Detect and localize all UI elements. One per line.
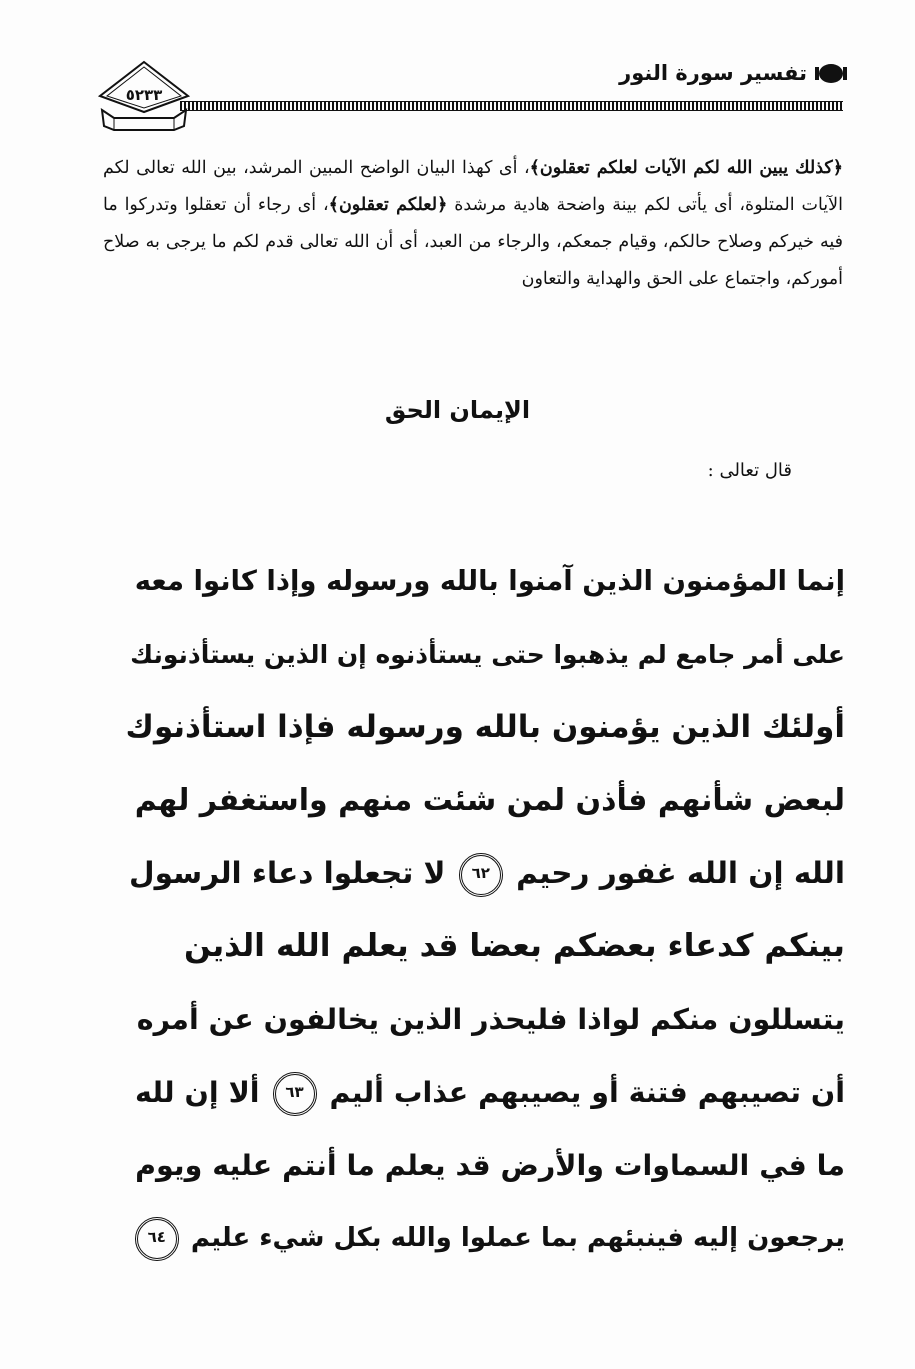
verse-text: أن تصيبهم فتنة أو يصيبهم عذاب أليم: [329, 1076, 845, 1109]
ayah-number-marker: ٦٣: [273, 1072, 317, 1116]
header-rule: [180, 101, 843, 111]
quoted-verse: كذلك يبين الله لكم الآيات لعلكم تعقلون: [539, 158, 833, 178]
section-heading: الإيمان الحق: [384, 396, 531, 424]
ayah-number-marker: ٦٢: [459, 853, 503, 897]
verse-line: أولئك الذين يؤمنون بالله ورسوله فإذا استأذنوك: [125, 709, 845, 745]
page-number: ٥٢٣٣: [125, 86, 163, 104]
commentary-text: ، أى رجاء أن تعقلوا وتدركوا ما فيه خيركم وصلاح حالكم، وقيام جمعكم، والرجاء من العبد، أى أن الله تعالى قدم لكم ما يرجى به صلاح أموركم، واجتماع على الحق والهداية والتعاون: [103, 195, 843, 289]
verse-line: يتسللون منكم لواذا فليحذر الذين يخالفون عن أمره: [136, 1003, 845, 1036]
verse-line: لبعض شأنهم فأذن لمن شئت منهم واستغفر لهم: [134, 783, 845, 818]
page-header: [98, 55, 843, 145]
running-title: تفسير سورة النور: [619, 61, 807, 85]
verse-line: [125, 837, 845, 910]
page-number-badge: [98, 60, 190, 138]
quran-verses-block: [125, 545, 845, 1275]
verse-line: على أمر جامع لم يذهبوا حتى يستأذنوه إن الذين يستأذنونك: [130, 640, 845, 669]
commentary-text: ، أى كهذا البيان الواضح المبين المرشد، بين الله تعالى لكم الآيات المتلوة، أى يأتى لكم بينة واضحة هادية مرشدة: [103, 158, 843, 215]
verse-line: [125, 1202, 845, 1275]
verse-text: لا تجعلوا دعاء الرسول: [129, 856, 446, 890]
quoted-verse: لعلكم تعقلون: [338, 195, 438, 215]
verse-line: إنما المؤمنون الذين آمنوا بالله ورسوله وإذا كانوا معه: [134, 565, 845, 597]
verse-text: يرجعون إليه فينبئهم بما عملوا والله بكل شيء عليم: [190, 1223, 845, 1253]
ornament-icon: [819, 64, 843, 83]
commentary-paragraph: ﴿كذلك يبين الله لكم الآيات لعلكم تعقلون﴾، أى كهذا البيان الواضح المبين المرشد، بين الله تعالى لكم الآيات المتلوة، أى يأتى لكم بينة واضحة هادية مرشدة ﴿لعلكم تعقلون﴾، أى رجاء أن تعقلوا وتدركوا ما فيه خيركم وصلاح حالكم، وقيام جمعكم، والرجاء من العبد، أى أن الله تعالى قدم لكم ما يرجى به صلاح أموركم، واجتماع على الحق والهداية والتعاون: [103, 158, 843, 289]
verse-text: الله إن الله غفور رحيم: [516, 856, 845, 890]
verse-line: [125, 1056, 845, 1129]
verse-line: بينكم كدعاء بعضكم بعضا قد يعلم الله الذين: [183, 928, 845, 964]
verse-text: ألا إن لله: [135, 1076, 260, 1109]
ayah-number-marker: ٦٤: [135, 1217, 179, 1261]
verse-line: ما في السماوات والأرض قد يعلم ما أنتم عليه ويوم: [135, 1149, 845, 1182]
intro-line: قال تعالى :: [707, 460, 792, 481]
